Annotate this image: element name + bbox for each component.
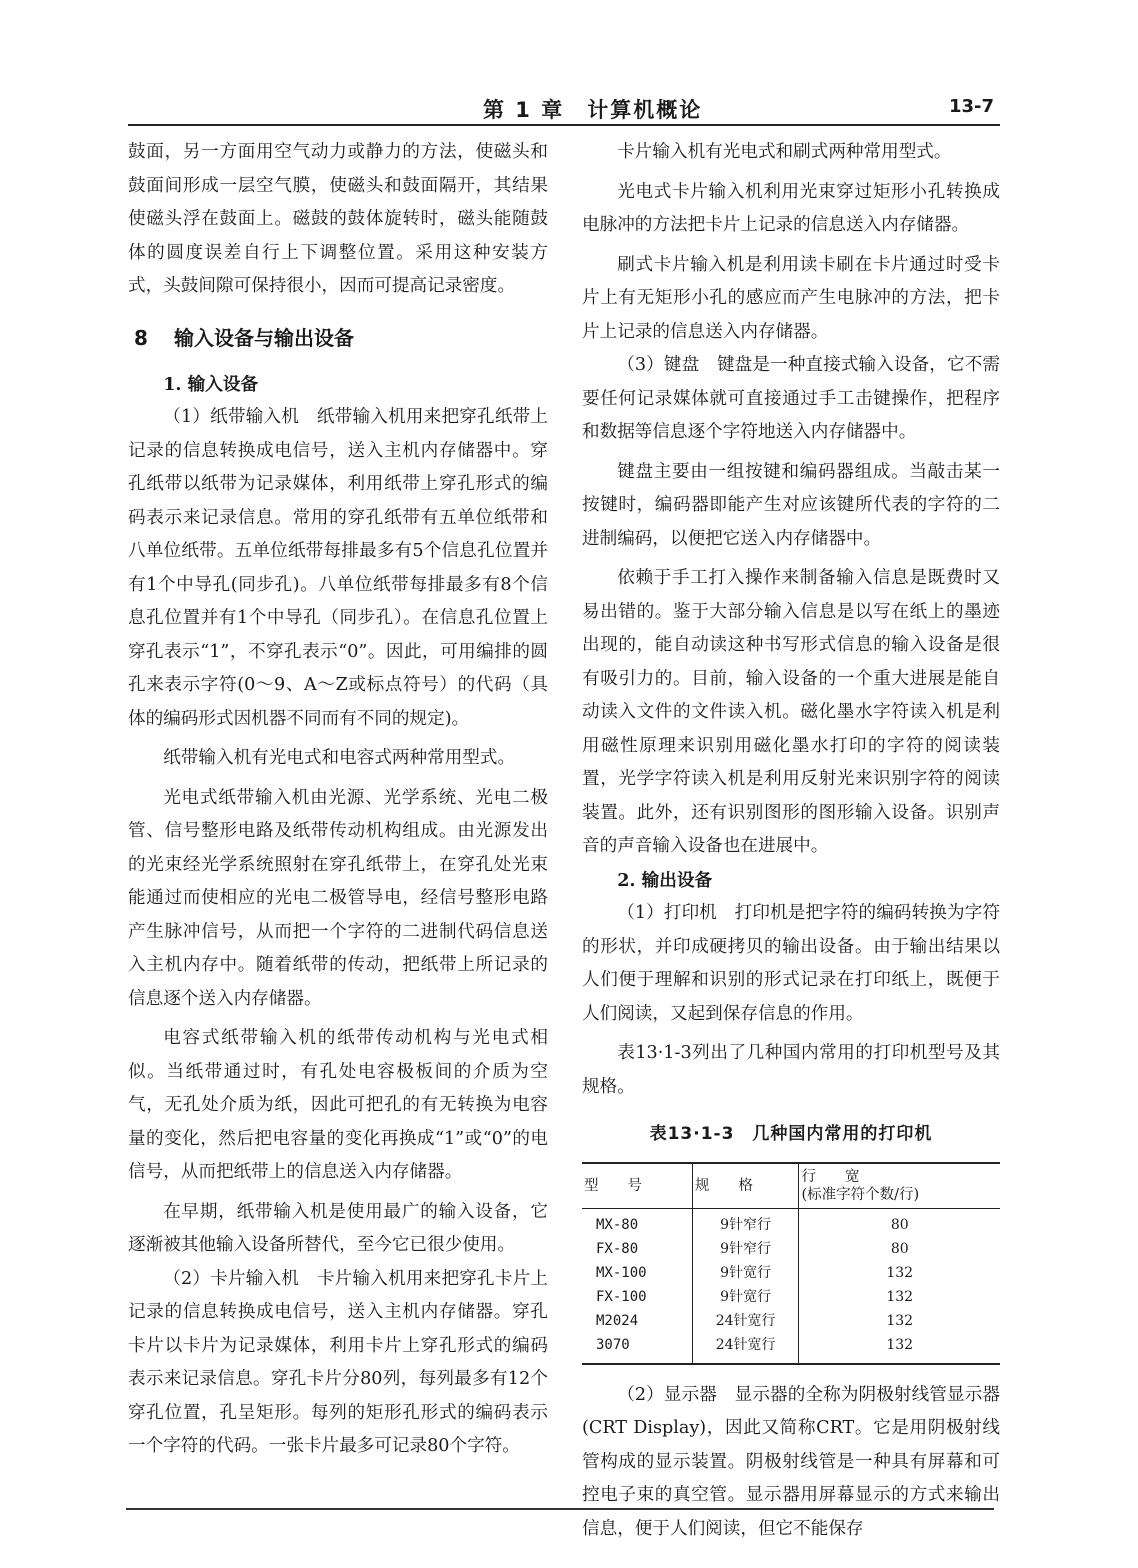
paragraph: 刷式卡片输入机是利用读卡刷在卡片通过时受卡片上有无矩形小孔的感应而产生电脉冲的方法，把卡片上记录的信息送入内存储器。: [582, 254, 1000, 342]
paragraph: 鼓面，另一方面用空气动力或静力的方法，使磁头和鼓面间形成一层空气膜，使磁头和鼓面隔开，其结果使磁头浮在鼓面上。磁鼓的鼓体旋转时，磁头能随鼓体的圆度误差自行上下调整位置。采用这种安装方式，头鼓间隙可保持很小，因而可提高记录密度。: [128, 142, 548, 296]
column-header-model: 型 号: [582, 1163, 692, 1209]
paragraph: 电容式纸带输入机的纸带传动机构与光电式相似。当纸带通过时，有孔处电容极板间的介质为空气，无孔处介质为纸，因此可把孔的有无转换为电容量的变化，然后把电容量的变化再换成“1”或“0”的电信号，从而把纸带上的信息送入内存储器。: [128, 1028, 548, 1182]
table-row: MX-100 9针宽行 132: [582, 1261, 1000, 1285]
paragraph: 卡片输入机有光电式和刷式两种常用型式。: [617, 142, 952, 162]
paragraph: （1）纸带输入机 纸带输入机用来把穿孔纸带上记录的信息转换成电信号，送入主机内存储器中。穿孔纸带以纸带为记录媒体，利用纸带上穿孔形式的编码表示来记录信息。常用的穿孔纸带有五单位纸带和八单位纸带。五单位纸带每排最多有5个信息孔位置并有1个中导孔(同步孔)。八单位纸带每排最多有8个信息孔位置并有1个中导孔（同步孔）。在信息孔位置上穿孔表示“1”，不穿孔表示“0”。因此，可用编排的圆孔来表示字符(0～9、A～Z或标点符号）的代码（具体的编码形式因机器不同而有不同的规定)。: [128, 407, 548, 729]
paragraph: 纸带输入机有光电式和电容式两种常用型式。: [163, 748, 516, 768]
paragraph: （3）键盘 键盘是一种直接式输入设备，它不需要任何记录媒体就可直接通过手工击键操作，把程序和数据等信息逐个字符地送入内存储器中。: [582, 355, 1000, 442]
section-number: 8: [134, 325, 148, 350]
table-row: 3070 24针宽行 132: [582, 1333, 1000, 1364]
paragraph: 依赖于手工打入操作来制备输入信息是既费时又易出错的。鉴于大部分输入信息是以写在纸上的墨迹出现的，能自动读这种书写形式信息的输入设备是很有吸引力的。目前，输入设备的一个重大进展是能自动读入文件的文件读入机。磁化墨水字符读入机是利用磁性原理来识别用磁化墨水打印的字符的阅读装置，光学字符读入机是利用反射光来识别字符的阅读装置。此外，还有识别图形的图形输入设备。识别声音的声音输入设备也在进展中。: [582, 568, 1000, 856]
paragraph: 光电式卡片输入机利用光束穿过矩形小孔转换成电脉冲的方法把卡片上记录的信息送入内存储器。: [582, 181, 1000, 235]
table-caption: 表13·1-3 几种国内常用的打印机: [649, 1124, 933, 1144]
section-title: 输入设备与输出设备: [174, 325, 354, 350]
left-column: [128, 136, 548, 1464]
running-header: [128, 88, 1000, 126]
paragraph: （1）打印机 打印机是把字符的编码转换为字符的形状，并印成硬拷贝的输出设备。由于输出结果以人们便于理解和识别的形式记录在打印纸上，既便于人们阅读，又起到保存信息的作用。: [582, 903, 1000, 1024]
right-column: [582, 136, 1000, 1546]
paragraph: （2）显示器 显示器的全称为阴极射线管显示器(CRT Display)，因此又简称CRT。它是用阴极射线管构成的显示装置。阴极射线管是一种具有屏幕和可控电子束的真空管。显示器用屏幕显示的方式来输出信息，便于人们阅读，但它不能保存: [582, 1384, 1000, 1539]
table-row: M2024 24针宽行 132: [582, 1309, 1000, 1333]
table-row: FX-100 9针宽行 132: [582, 1285, 1000, 1309]
paragraph: 在早期，纸带输入机是使用最广的输入设备，它逐渐被其他输入设备所替代，至今它已很少使用。: [128, 1201, 548, 1255]
paragraph: 表13·1-3列出了几种国内常用的打印机型号及其规格。: [582, 1043, 1000, 1097]
footer-rule: [126, 1508, 994, 1510]
subsection-heading: 2. 输出设备: [617, 869, 713, 891]
table-row: FX-80 9针窄行 80: [582, 1237, 1000, 1261]
paragraph: 键盘主要由一组按键和编码器组成。当敲击某一按键时，编码器即能产生对应该键所代表的字符的二进制编码，以便把它送入内存储器中。: [582, 461, 1000, 549]
page-number: 13-7: [948, 96, 994, 117]
section-heading: [128, 318, 548, 358]
paragraph: （2）卡片输入机 卡片输入机用来把穿孔卡片上记录的信息转换成电信号，送入主机内存储器。穿孔卡片以卡片为记录媒体，利用卡片上穿孔形式的编码表示来记录信息。穿孔卡片分80列，每列最多有12个穿孔位置，孔呈矩形。每列的矩形孔形式的编码表示一个字符的代码。一张卡片最多可记录80个字符。: [128, 1268, 548, 1456]
column-header-spec: 规 格: [692, 1163, 799, 1209]
table-row: MX-80 9针窄行 80: [582, 1208, 1000, 1237]
paragraph: 光电式纸带输入机由光源、光学系统、光电二极管、信号整形电路及纸带传动机构组成。由光源发出的光束经光学系统照射在穿孔纸带上，在穿孔处光束能通过而使相应的光电二极管导电，经信号整形电路产生脉冲信号，从而把一个字符的二进制代码信息送入主机内存中。随着纸带的传动，把纸带上所记录的信息逐个送入内存储器。: [128, 787, 548, 1009]
column-header-width: 行 宽 (标准字符个数/行): [799, 1163, 1000, 1209]
subsection-heading: 1. 输入设备: [163, 373, 259, 395]
chapter-title: 第 1 章 计算机概论: [483, 98, 703, 122]
printer-table: [582, 1162, 1000, 1365]
